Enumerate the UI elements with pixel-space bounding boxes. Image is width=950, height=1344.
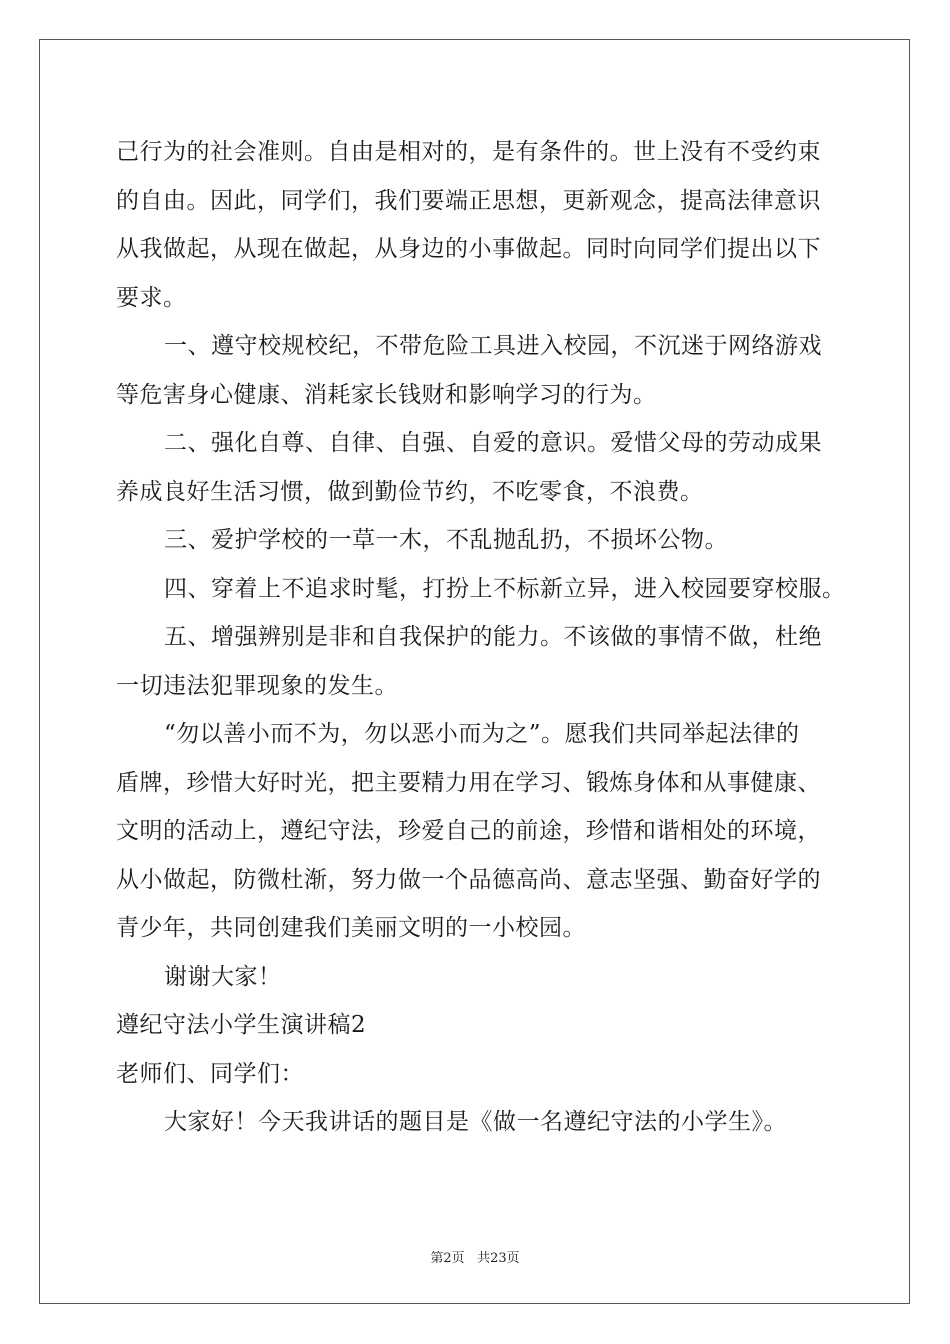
- text-line: 三、爱护学校的一草一木，不乱抛乱扔，不损坏公物。: [164, 527, 728, 553]
- text-line: 养成良好生活习惯，做到勤俭节约，不吃零食，不浪费。: [116, 478, 704, 505]
- text-line: 己行为的社会准则。自由是相对的，是有条件的。世上没有不受约束: [116, 139, 821, 165]
- text-line: 大家好！今天我讲话的题目是《做一名遵纪守法的小学生》。: [164, 1109, 787, 1135]
- page-number: 第2页: [430, 1251, 465, 1266]
- text-line: 青少年，共同创建我们美丽文明的一小校园。: [116, 915, 586, 941]
- text-line: 文明的活动上，遵纪守法，珍爱自己的前途，珍惜和谐相处的环境，: [116, 818, 821, 844]
- text-line: 的自由。因此，同学们，我们要端正思想，更新观念，提高法律意识: [116, 187, 821, 214]
- text-line: 盾牌，珍惜大好时光，把主要精力用在学习、锻炼身体和从事健康、: [116, 769, 821, 796]
- text-line: “勿以善小而不为，勿以恶小而为之”。愿我们共同举起法律的: [164, 721, 800, 747]
- document-body: [116, 128, 846, 1147]
- salutation: 老师们、同学们：: [116, 1060, 304, 1087]
- text-line: 五、增强辨别是非和自我保护的能力。不该做的事情不做，杜绝: [164, 624, 822, 650]
- text-line: 二、强化自尊、自律、自强、自爱的意识。爱惜父母的劳动成果: [164, 430, 822, 456]
- text-line: 四、穿着上不追求时髦，打扮上不标新立异，进入校园要穿校服。: [164, 575, 846, 602]
- text-line: 一切违法犯罪现象的发生。: [116, 672, 398, 699]
- text-line: 从我做起，从现在做起，从身边的小事做起。同时向同学们提出以下: [116, 236, 821, 262]
- text-line: 一、遵守校规校纪，不带危险工具进入校园，不沉迷于网络游戏: [164, 333, 822, 359]
- page-total: 共23页: [477, 1251, 520, 1266]
- text-line: 从小做起，防微杜渐，努力做一个品德高尚、意志坚强、勤奋好学的: [116, 866, 821, 893]
- text-line: 谢谢大家！: [164, 963, 282, 990]
- page-footer: [0, 1247, 950, 1266]
- section-heading: 遵纪守法小学生演讲稿2: [116, 1012, 367, 1038]
- text-line: 等危害身心健康、消耗家长钱财和影响学习的行为。: [116, 381, 657, 408]
- text-line: 要求。: [116, 284, 187, 311]
